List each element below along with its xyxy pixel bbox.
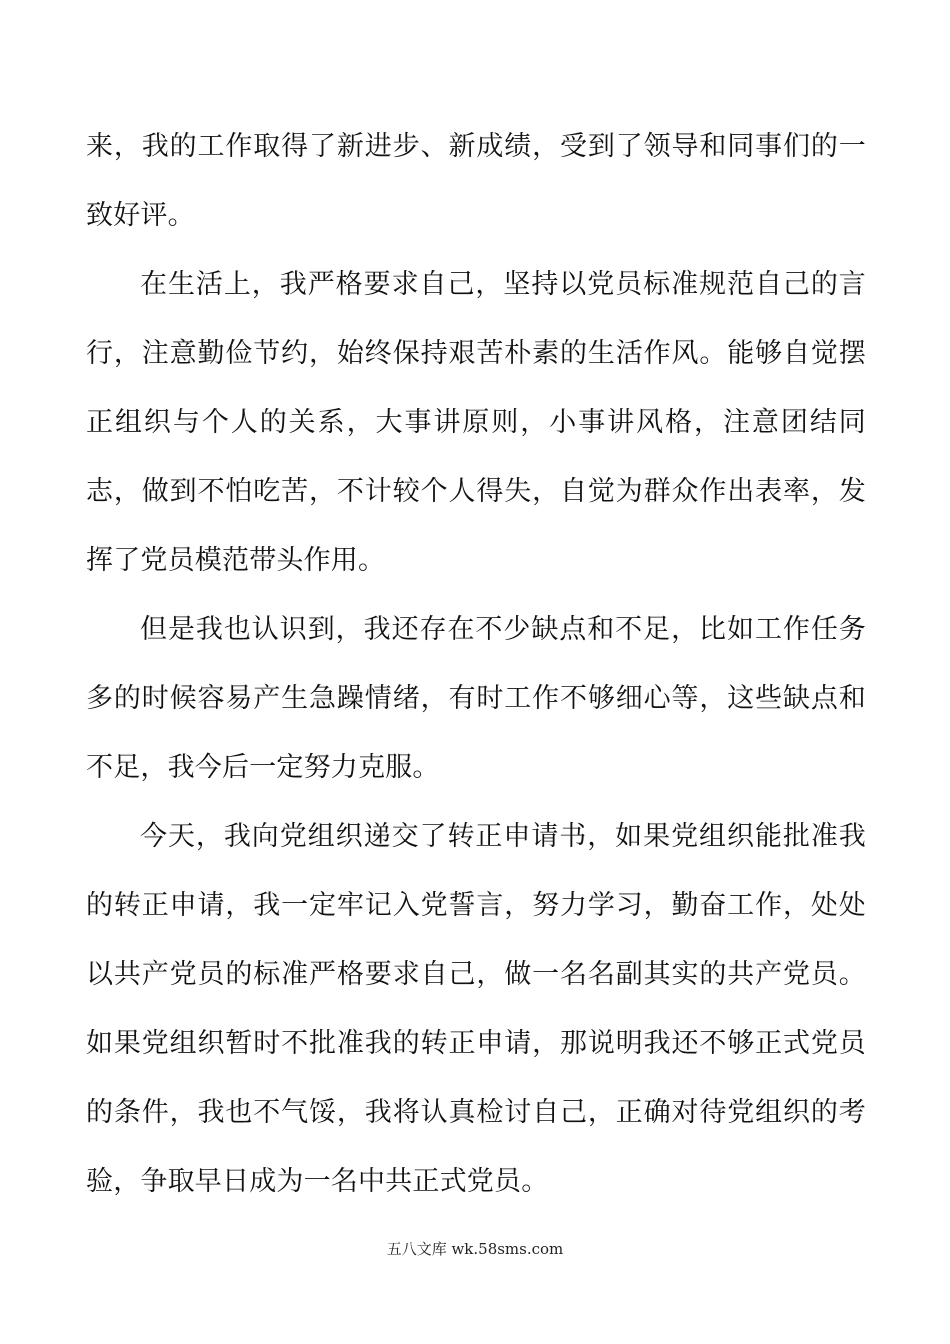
paragraph-continuation: 来，我的工作取得了新进步、新成绩，受到了领导和同事们的一致好评。 (86, 131, 866, 231)
footer-watermark: 五八文库 wk.58sms.com (386, 1240, 564, 1258)
paragraph-life-conduct: 在生活上，我严格要求自己，坚持以党员标准规范自己的言行，注意勤俭节约，始终保持艰苦朴素的生活作风。能够自觉摆正组织与个人的关系，大事讲原则，小事讲风格，注意团结同志，做到不怕吃苦，不计较个人得失，自觉为群众作出表率，发挥了党员模范带头作用。 (86, 269, 866, 576)
document-body (86, 112, 866, 1216)
paragraph-shortcomings: 但是我也认识到，我还存在不少缺点和不足，比如工作任务多的时候容易产生急躁情绪，有时工作不够细心等，这些缺点和不足，我今后一定努力克服。 (86, 614, 866, 783)
paragraph-application: 今天，我向党组织递交了转正申请书，如果党组织能批准我的转正申请，我一定牢记入党誓言，努力学习，勤奋工作，处处以共产党员的标准严格要求自己，做一名名副其实的共产党员。如果党组织暂时不批准我的转正申请，那说明我还不够正式党员的条件，我也不气馁，我将认真检讨自己，正确对待党组织的考验，争取早日成为一名中共正式党员。 (86, 821, 866, 1197)
